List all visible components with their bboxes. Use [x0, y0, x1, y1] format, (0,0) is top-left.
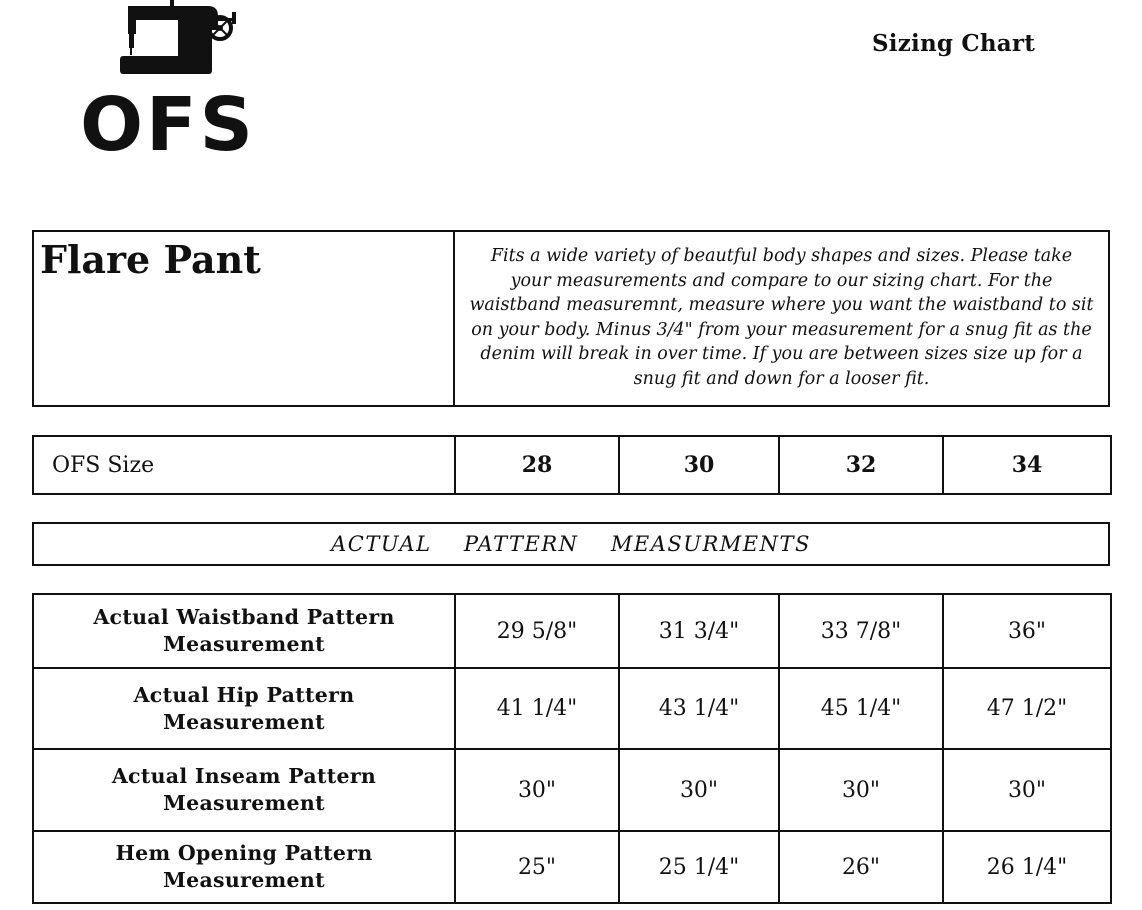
brand-wordmark: OFS	[80, 82, 256, 168]
measurement-value: 30"	[619, 749, 779, 831]
table-row	[33, 594, 1111, 668]
section-title: ACTUAL PATTERN MEASURMENTS	[331, 532, 811, 556]
size-28: 28	[455, 436, 619, 494]
measurement-value: 45 1/4"	[779, 668, 943, 749]
measurement-value: 41 1/4"	[455, 668, 619, 749]
measurement-value: 26"	[779, 831, 943, 903]
size-label: OFS Size	[33, 436, 455, 494]
table-row	[33, 749, 1111, 831]
size-table	[32, 435, 1112, 495]
measurement-value: 30"	[779, 749, 943, 831]
measurements-table	[32, 593, 1112, 904]
measurement-value: 29 5/8"	[455, 594, 619, 668]
measurement-value: 43 1/4"	[619, 668, 779, 749]
size-30: 30	[619, 436, 779, 494]
measurement-value: 25 1/4"	[619, 831, 779, 903]
measurement-value: 33 7/8"	[779, 594, 943, 668]
sewing-machine-icon	[58, 0, 278, 80]
page-title: Sizing Chart	[872, 30, 1036, 57]
table-row	[33, 668, 1111, 749]
measurement-value: 47 1/2"	[943, 668, 1111, 749]
table-row	[33, 831, 1111, 903]
product-name-cell	[34, 232, 455, 405]
brand-logo	[58, 0, 278, 175]
measurement-value: 36"	[943, 594, 1111, 668]
measurement-value: 31 3/4"	[619, 594, 779, 668]
measurement-label: Actual Waistband Pattern Measurement	[33, 594, 455, 668]
product-description: Fits a wide variety of beautful body shapes and sizes. Please take your measurements and compare to our sizing chart. For the waistband measuremnt, measure where you want the waistband to sit on your body. Minus 3/4" from your measurement for a snug fit as the denim will break in over time. If you are between sizes size up for a snug fit and down for a looser fit.	[469, 246, 1094, 389]
size-32: 32	[779, 436, 943, 494]
section-header-box	[32, 522, 1110, 566]
measurement-value: 30"	[455, 749, 619, 831]
measurement-label: Hem Opening Pattern Measurement	[33, 831, 455, 903]
measurement-value: 30"	[943, 749, 1111, 831]
product-header-box	[32, 230, 1110, 407]
size-row	[33, 436, 1111, 494]
measurement-label: Actual Hip Pattern Measurement	[33, 668, 455, 749]
measurement-label: Actual Inseam Pattern Measurement	[33, 749, 455, 831]
measurement-value: 25"	[455, 831, 619, 903]
product-name: Flare Pant	[40, 237, 261, 282]
size-34: 34	[943, 436, 1111, 494]
measurement-value: 26 1/4"	[943, 831, 1111, 903]
